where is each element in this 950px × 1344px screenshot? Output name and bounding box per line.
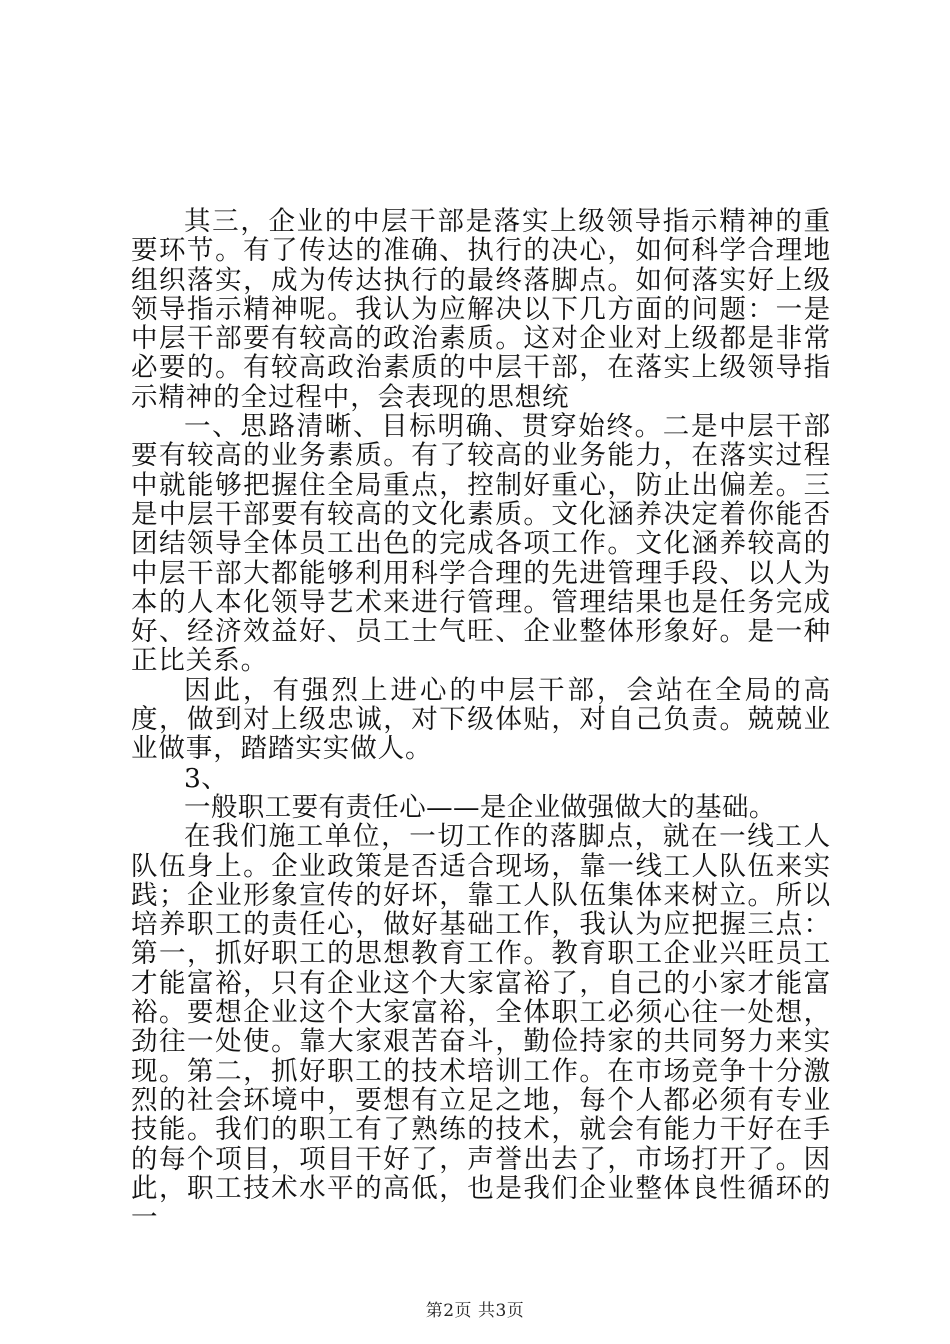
section-number: 3、	[184, 762, 229, 794]
paragraph-workers: 在我们施工单位，一切工作的落脚点，就在一线工人队伍身上。企业政策是否适合现场，靠一线工人队伍来实践；企业形象宣传的好坏，靠工人队伍集体来树立。所以培养职工的责任心，做好基础工作，我认为应把握三点：第一，抓好职工的思想教育工作。教育职工企业兴旺员工才能富裕，只有企业这个大家富裕了，自己的小家才能富裕。要想企业这个大家富裕，全体职工必须心往一处想，劲往一处使。靠大家艰苦奋斗，勤俭持家的共同努力来实现。第二，抓好职工的技术培训工作。在市场竞争十分激烈的社会环境中，要想有立足之地，每个人都必须有专业技能。我们的职工有了熟练的技术，就会有能力干好在手的每个项目，项目干好了，声誉出去了，市场打开了。因此，职工技术水平的高低，也是我们企业整体良性循环的一	[131, 821, 831, 1234]
paragraph-middle-managers: 其三，企业的中层干部是落实上级领导指示精神的重要环节。有了传达的准确、执行的决心，如何科学合理地组织落实，成为传达执行的最终落脚点。如何落实好上级领导指示精神呢。我认为应解决以下几方面的问题：一是中层干部要有较高的政治素质。这对企业对上级都是非常必要的。有较高政治素质的中层干部，在落实上级领导指示精神的全过程中，会表现的思想统	[131, 206, 831, 413]
paragraph-qualities: 一、思路清晰、目标明确、贯穿始终。二是中层干部要有较高的业务素质。有了较高的业务能力，在落实过程中就能够把握住全局重点，控制好重心，防止出偏差。三是中层干部要有较高的文化素质。文化涵养决定着你能否团结领导全体员工出色的完成各项工作。文化涵养较高的中层干部大都能够利用科学合理的先进管理手段、以人为本的人本化领导艺术来进行管理。管理结果也是任务完成好、经济效益好、员工士气旺、企业整体形象好。是一种正比关系。	[131, 411, 831, 677]
document-body	[131, 207, 831, 1232]
paragraph-conclusion: 因此，有强烈上进心的中层干部，会站在全局的高度，做到对上级忠诚，对下级体贴，对自己负责。兢兢业业做事，踏踏实实做人。	[131, 674, 831, 765]
section-heading: 一般职工要有责任心——是企业做强做大的基础。	[184, 791, 776, 823]
page-footer: 第2页 共3页	[425, 1301, 525, 1321]
